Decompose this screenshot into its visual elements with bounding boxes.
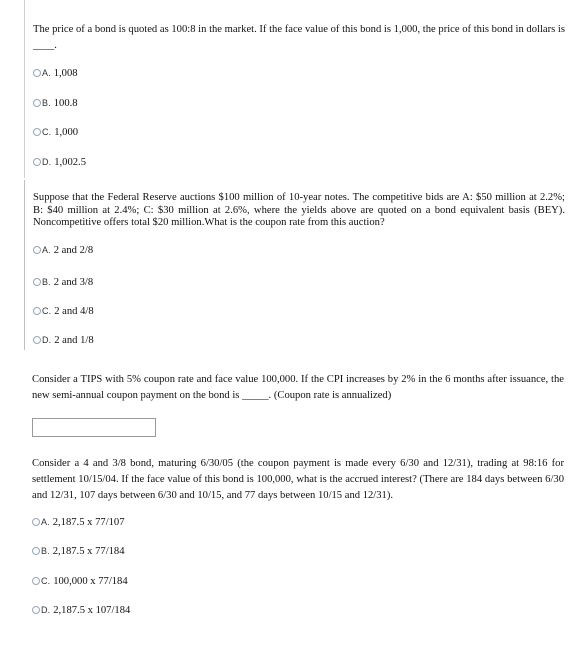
question-2-option-a[interactable] [33,243,93,257]
option-text: 2,187.5 x 107/184 [53,604,131,616]
radio-button[interactable] [33,99,41,107]
question-1-option-a[interactable] [33,66,78,80]
radio-button[interactable] [32,518,40,526]
option-text: 1,008 [53,67,78,79]
option-text: 2 and 1/8 [54,334,94,346]
question-2-option-d[interactable] [33,333,94,347]
option-text: 100.8 [53,97,78,109]
radio-button[interactable] [33,246,41,254]
question-1-option-c[interactable] [33,125,78,139]
radio-button[interactable] [33,69,41,77]
question-2 [24,180,573,350]
radio-button[interactable] [32,606,40,614]
option-letter: C. [41,576,51,586]
radio-button[interactable] [33,278,41,286]
option-letter: C. [42,306,52,316]
question-4 [24,448,572,648]
radio-button[interactable] [32,547,40,555]
option-text: 1,002.5 [54,156,86,168]
question-4-option-b[interactable] [32,544,125,558]
question-4-option-d[interactable] [32,603,130,617]
option-text: 2,187.5 x 77/107 [52,516,125,528]
question-4-option-a[interactable] [32,515,125,529]
option-letter: D. [41,605,51,615]
option-letter: A. [42,245,51,255]
radio-button[interactable] [33,128,41,136]
radio-button[interactable] [32,577,40,585]
question-2-text: Suppose that the Federal Reserve auctions $100 million of 10-year notes. The competitive bids are A: $50 million at 2.2%; B: $40 million at 2.4%; C: $30 million at 2.6%, where the yields above are quoted on a bond equivalent basis (BEY). Noncompetitive offers total $20 million.What is the coupon rate from this auction? [33,192,565,228]
option-letter: D. [42,335,52,345]
question-2-option-c[interactable] [33,304,94,318]
question-1-text: The price of a bond is quoted as 100:8 in the market. If the face value of this bond is 1,000, the price of this bond in dollars is ____. [33,24,565,51]
option-text: 2,187.5 x 77/184 [52,545,125,557]
question-4-option-c[interactable] [32,574,128,588]
question-1 [24,0,573,178]
option-text: 2 and 2/8 [53,244,94,256]
radio-button[interactable] [33,336,41,344]
option-text: 100,000 x 77/184 [53,575,128,587]
question-3-text: Consider a TIPS with 5% coupon rate and face value 100,000. If the CPI increases by 2% in the 6 months after issuance, the new semi-annual coupon payment on the bond is _____. (Coupon rate is annualized) [32,374,564,401]
option-letter: B. [41,546,50,556]
option-letter: B. [42,98,51,108]
radio-button[interactable] [33,158,41,166]
option-letter: D. [42,157,52,167]
question-2-option-b[interactable] [33,275,93,289]
question-1-option-d[interactable] [33,155,86,169]
question-4-text: Consider a 4 and 3/8 bond, maturing 6/30/05 (the coupon payment is made every 6/30 and 12/31), trading at 98:16 for settlement 10/15/04. If the face value of this bond is 100,000, what is the accrued interest? (There are 184 days between 6/30 and 12/31, 107 days between 6/30 and 10/15, and 77 days between 10/15 and 12/31). [32,458,564,501]
option-letter: B. [42,277,51,287]
answer-input[interactable] [32,418,156,437]
option-letter: C. [42,127,52,137]
option-text: 2 and 3/8 [53,276,94,288]
question-3 [24,352,572,448]
option-letter: A. [41,517,50,527]
radio-button[interactable] [33,307,41,315]
option-text: 2 and 4/8 [54,305,94,317]
option-text: 1,000 [54,126,79,138]
question-1-option-b[interactable] [33,96,78,110]
option-letter: A. [42,68,51,78]
